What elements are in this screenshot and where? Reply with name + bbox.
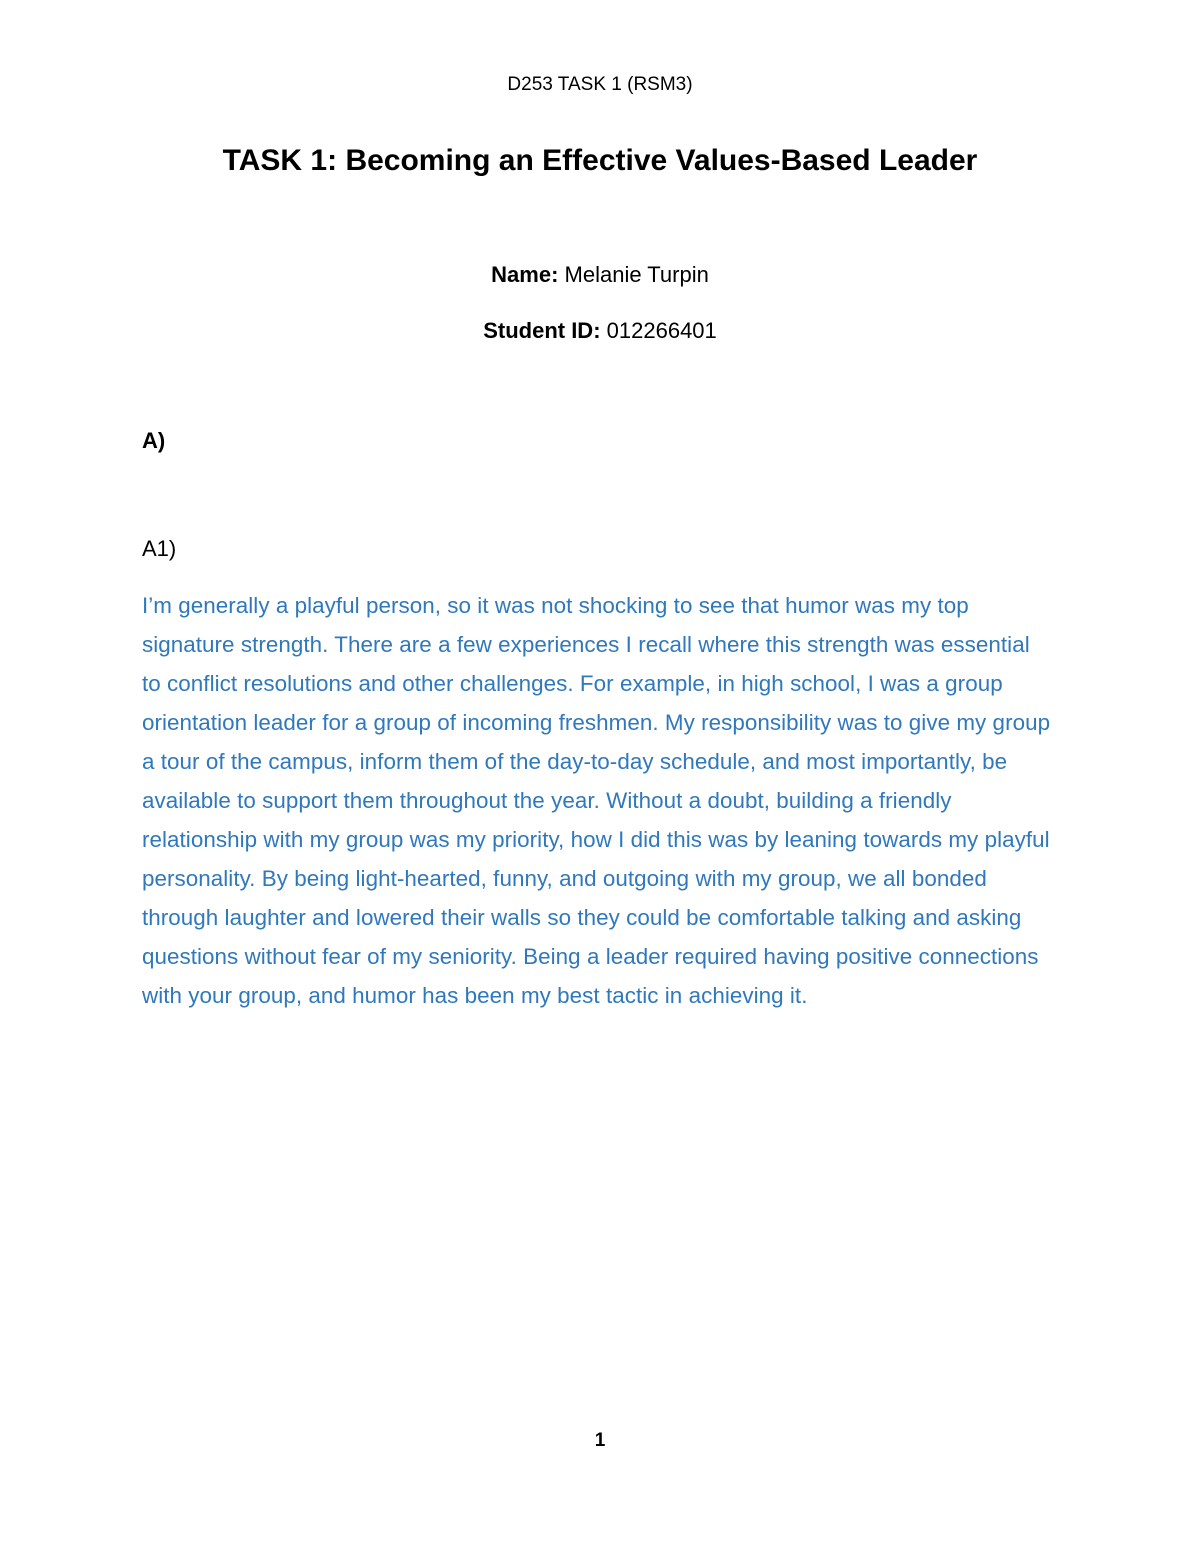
document-title: TASK 1: Becoming an Effective Values-Based Leader (222, 144, 978, 177)
section-a1-heading: A1) (142, 536, 177, 561)
name-line (0, 262, 1200, 288)
name-value: Melanie Turpin (564, 262, 709, 287)
page-number: 1 (594, 1430, 606, 1451)
student-id-line (0, 318, 1200, 344)
section-a-heading: A) (142, 428, 166, 453)
running-header: D253 TASK 1 (RSM3) (507, 74, 693, 95)
student-id-value: 012266401 (606, 318, 717, 343)
name-label: Name: (491, 262, 559, 287)
student-id-label: Student ID: (483, 318, 601, 343)
section-a1-body: I’m generally a playful person, so it was not shocking to see that humor was my top signature strength. There are a few experiences I recall where this strength was essential to conflict resolutions and other challenges. For example, in high school, I was a group orientation leader for a group of incoming freshmen. My responsibility was to give my group a tour of the campus, inform them of the day-to-day schedule, and most importantly, be available to support them throughout the year. Without a doubt, building a friendly relationship with my group was my priority, how I did this was by leaning towards my playful personality. By being light-hearted, funny, and outgoing with my group, we all bonded through laughter and lowered their walls so they could be comfortable talking and asking questions without fear of my seniority. Being a leader required having positive connections with your group, and humor has been my best tactic in achieving it. (142, 593, 1051, 1008)
